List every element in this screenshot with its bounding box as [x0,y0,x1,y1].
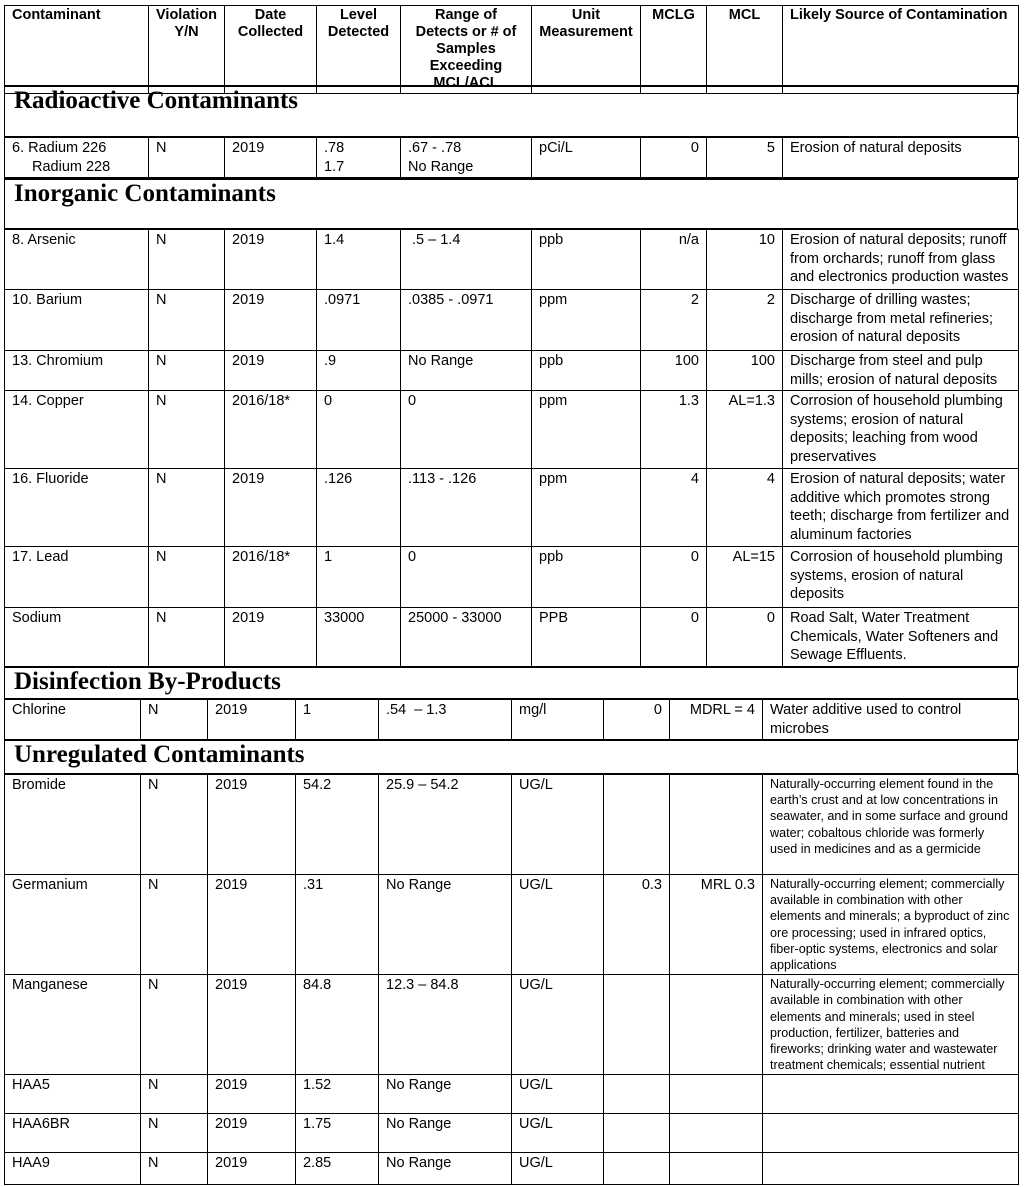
contaminant-name: 10. Barium [5,290,149,351]
mcl-cell: 2 [707,290,783,351]
mcl-cell [670,775,763,875]
source-cell [763,1075,1019,1114]
level-cell: 1 [317,547,401,608]
mclg-cell: 0 [641,138,707,178]
table-row [5,700,1019,740]
mcl-cell [670,1075,763,1114]
source-cell: Naturally-occurring element found in the earth’s crust and at low concentrations in seawater, and in some surface and ground water; cobaltous chloride was formerly used in medicines and as a germicide [763,775,1019,875]
level-cell: 1.4 [317,230,401,290]
date-cell: 2019 [225,469,317,547]
violation-cell: N [141,1153,208,1185]
header-contaminant: Contaminant [5,6,149,94]
mclg-cell [604,1153,670,1185]
mclg-cell: 100 [641,351,707,391]
table-row [5,547,1019,608]
contaminant-name: 8. Arsenic [5,230,149,290]
header-unit: Unit Measurement [532,6,641,94]
level-cell: 33000 [317,608,401,667]
range-cell: 25000 - 33000 [401,608,532,667]
source-cell: Discharge from steel and pulp mills; erosion of natural deposits [783,351,1019,391]
table-row [5,138,1019,178]
source-cell: Discharge of drilling wastes; discharge from metal refineries; erosion of natural deposits [783,290,1019,351]
section-title: Unregulated Contaminants [14,741,305,768]
table-row [5,230,1019,290]
source-cell: Naturally-occurring element; commercially available in combination with other elements and minerals; a byproduct of zinc ore processing; used in infrared optics, fiber-optic systems, electronics and solar applications [763,875,1019,975]
violation-cell: N [149,230,225,290]
unit-cell: UG/L [512,875,604,975]
source-cell: Corrosion of household plumbing systems; erosion of natural deposits; leaching from wood preservatives [783,391,1019,469]
mcl-cell [670,1114,763,1153]
section-radioactive [4,85,1018,137]
range-cell: 12.3 – 84.8 [379,975,512,1075]
section-title: Disinfection By-Products [14,668,281,695]
header-level: Level Detected [317,6,401,94]
range-cell: .54 – 1.3 [379,700,512,740]
header-mclg: MCLG [641,6,707,94]
level-cell: .78 1.7 [317,138,401,178]
mclg-cell: 2 [641,290,707,351]
unit-cell: UG/L [512,1153,604,1185]
level-cell: 0 [317,391,401,469]
header-range: Range of Detects or # of Samples Exceeding MCL/ACL [401,6,532,94]
section-title: Inorganic Contaminants [14,180,276,207]
header-mcl: MCL [707,6,783,94]
source-cell [763,1153,1019,1185]
date-cell: 2019 [225,608,317,667]
level-cell: .126 [317,469,401,547]
range-cell: No Range [379,1153,512,1185]
mcl-cell: AL=15 [707,547,783,608]
table-row [5,351,1019,391]
mclg-cell [604,775,670,875]
date-cell: 2019 [208,775,296,875]
violation-cell: N [149,547,225,608]
violation-cell: N [141,1114,208,1153]
date-cell: 2019 [208,1153,296,1185]
table-row [5,608,1019,667]
level-cell: 84.8 [296,975,379,1075]
contaminant-name: 16. Fluoride [5,469,149,547]
unit-cell: ppb [532,230,641,290]
unit-cell: ppb [532,547,641,608]
mclg-cell: 0 [641,547,707,608]
mcl-cell: 4 [707,469,783,547]
violation-cell: N [149,138,225,178]
mcl-cell: 5 [707,138,783,178]
mcl-cell: MRL 0.3 [670,875,763,975]
contaminant-name: HAA6BR [5,1114,141,1153]
mclg-cell: 0 [641,608,707,667]
contaminant-name: Chlorine [5,700,141,740]
radioactive-table [4,137,1019,178]
section-inorganic [4,178,1018,229]
source-cell: Erosion of natural deposits; water additive which promotes strong teeth; discharge from fertilizer and aluminum factories [783,469,1019,547]
unit-cell: ppb [532,351,641,391]
violation-cell: N [149,391,225,469]
violation-cell: N [149,351,225,391]
violation-cell: N [149,469,225,547]
contaminant-name: 17. Lead [5,547,149,608]
level-cell: .9 [317,351,401,391]
violation-cell: N [141,1075,208,1114]
section-disinfection [4,666,1018,699]
mcl-cell [670,975,763,1075]
contaminant-name: Bromide [5,775,141,875]
date-cell: 2019 [225,290,317,351]
violation-cell: N [141,775,208,875]
range-cell: 0 [401,547,532,608]
mclg-cell: n/a [641,230,707,290]
range-cell: No Range [379,1075,512,1114]
mcl-cell: 10 [707,230,783,290]
range-cell: .113 - .126 [401,469,532,547]
contaminant-name: HAA5 [5,1075,141,1114]
level-cell: 54.2 [296,775,379,875]
contaminant-name: 13. Chromium [5,351,149,391]
unit-cell: PPB [532,608,641,667]
unit-cell: ppm [532,469,641,547]
range-cell: No Range [379,875,512,975]
contaminant-name: Sodium [5,608,149,667]
unit-cell: ppm [532,290,641,351]
mcl-cell: 0 [707,608,783,667]
level-cell: .0971 [317,290,401,351]
table-row [5,1114,1019,1153]
range-cell: .5 – 1.4 [401,230,532,290]
violation-cell: N [149,290,225,351]
violation-cell: N [141,700,208,740]
header-source: Likely Source of Contamination [783,6,1019,94]
header-date: Date Collected [225,6,317,94]
mclg-cell [604,1075,670,1114]
mclg-cell: 0.3 [604,875,670,975]
header-table [4,5,1019,94]
contaminant-name: 14. Copper [5,391,149,469]
unit-cell: UG/L [512,775,604,875]
source-cell: Water additive used to control microbes [763,700,1019,740]
violation-cell: N [141,875,208,975]
table-row [5,391,1019,469]
source-cell: Naturally-occurring element; commercially available in combination with other elements and minerals; used in steel production, fertilizer, batteries and fireworks; drinking water and wastewater treatment chemicals; essential nutrient [763,975,1019,1075]
date-cell: 2019 [225,138,317,178]
date-cell: 2019 [208,1075,296,1114]
range-cell: .0385 - .0971 [401,290,532,351]
disinfection-table [4,699,1019,740]
mcl-cell: AL=1.3 [707,391,783,469]
mcl-cell: 100 [707,351,783,391]
contaminant-name: HAA9 [5,1153,141,1185]
source-cell [763,1114,1019,1153]
unit-cell: UG/L [512,975,604,1075]
date-cell: 2016/18* [225,391,317,469]
contaminant-name: Radium 228 [32,158,111,175]
unregulated-table [4,774,1019,1185]
range-cell: 25.9 – 54.2 [379,775,512,875]
date-cell: 2019 [208,700,296,740]
source-cell: Erosion of natural deposits [783,138,1019,178]
date-cell: 2016/18* [225,547,317,608]
unit-cell: mg/l [512,700,604,740]
mclg-cell [604,975,670,1075]
level-cell: 1.52 [296,1075,379,1114]
range-cell: No Range [379,1114,512,1153]
contaminant-name: 6. Radium 226 [12,140,107,156]
contaminant-name: Germanium [5,875,141,975]
table-row [5,290,1019,351]
section-unregulated [4,739,1018,774]
inorganic-table [4,229,1019,667]
level-cell: .31 [296,875,379,975]
mcl-cell: MDRL = 4 [670,700,763,740]
level-cell: 2.85 [296,1153,379,1185]
table-row [5,875,1019,975]
unit-cell: UG/L [512,1114,604,1153]
unit-cell: pCi/L [532,138,641,178]
date-cell: 2019 [225,351,317,391]
mclg-cell [604,1114,670,1153]
table-row [5,775,1019,875]
violation-cell: N [149,608,225,667]
mclg-cell: 1.3 [641,391,707,469]
date-cell: 2019 [208,1114,296,1153]
section-title: Radioactive Contaminants [14,87,299,114]
level-cell: 1.75 [296,1114,379,1153]
mcl-cell [670,1153,763,1185]
date-cell: 2019 [208,975,296,1075]
table-row [5,1075,1019,1114]
source-cell: Road Salt, Water Treatment Chemicals, Water Softeners and Sewage Effluents. [783,608,1019,667]
level-cell: 1 [296,700,379,740]
contaminant-name: Manganese [5,975,141,1075]
mclg-cell: 0 [604,700,670,740]
source-cell: Corrosion of household plumbing systems, erosion of natural deposits [783,547,1019,608]
source-cell: Erosion of natural deposits; runoff from orchards; runoff from glass and electronics production wastes [783,230,1019,290]
range-cell: No Range [401,351,532,391]
header-violation: Violation Y/N [149,6,225,94]
date-cell: 2019 [208,875,296,975]
table-row [5,975,1019,1075]
violation-cell: N [141,975,208,1075]
table-row [5,469,1019,547]
contaminant-cell [5,138,149,178]
unit-cell: UG/L [512,1075,604,1114]
mclg-cell: 4 [641,469,707,547]
table-row [5,1153,1019,1185]
date-cell: 2019 [225,230,317,290]
range-cell: .67 - .78 No Range [401,138,532,178]
range-cell: 0 [401,391,532,469]
unit-cell: ppm [532,391,641,469]
